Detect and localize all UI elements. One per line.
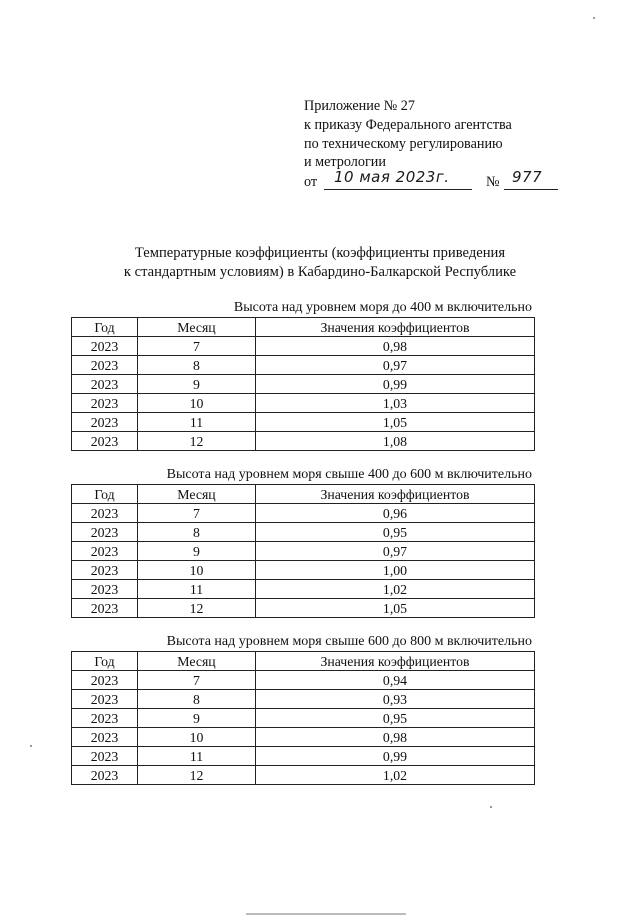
scan-edge-mark [246,913,406,915]
cell-year: 2023 [72,599,138,618]
cell-value: 1,08 [256,432,535,451]
header-value: Значения коэффициентов [256,652,535,671]
cell-year: 2023 [72,542,138,561]
cell-value: 0,95 [256,523,535,542]
cell-value: 0,98 [256,728,535,747]
table-row [72,523,535,542]
cell-year: 2023 [72,728,138,747]
handwritten-number: 977 [512,168,543,186]
coefficients-table [71,484,535,618]
table-row [72,504,535,523]
header-month: Месяц [138,318,256,337]
cell-value: 0,97 [256,542,535,561]
number-prefix: № [486,174,500,190]
cell-value: 1,00 [256,561,535,580]
table-row [72,394,535,413]
cell-month: 10 [138,394,256,413]
handwritten-date: 10 мая 2023г. [334,168,450,186]
section-caption: Высота над уровнем моря до 400 м включительно [233,300,532,315]
cell-year: 2023 [72,413,138,432]
table-row [72,747,535,766]
cell-month: 7 [138,337,256,356]
table-row [72,766,535,785]
coefficients-table [71,651,535,785]
table-row [72,671,535,690]
cell-year: 2023 [72,375,138,394]
table-row [72,709,535,728]
annex-header [304,97,564,172]
table-row [72,561,535,580]
cell-month: 9 [138,709,256,728]
number-underline [504,189,558,190]
table-header-row [72,652,535,671]
cell-month: 8 [138,523,256,542]
table-row [72,728,535,747]
table-row [72,580,535,599]
cell-month: 8 [138,356,256,375]
table-row [72,337,535,356]
section-caption: Высота над уровнем моря свыше 600 до 800 м включительно [166,634,532,649]
header-month: Месяц [138,485,256,504]
section-caption: Высота над уровнем моря свыше 400 до 600 м включительно [166,467,532,482]
cell-month: 11 [138,747,256,766]
table-row [72,542,535,561]
cell-month: 10 [138,728,256,747]
table-header-row [72,485,535,504]
cell-year: 2023 [72,504,138,523]
annex-line: по техническому регулированию [304,135,503,152]
scan-dot [490,806,492,808]
scan-dot [30,745,32,747]
cell-month: 7 [138,504,256,523]
cell-month: 9 [138,542,256,561]
order-date-number [304,168,554,194]
table-row [72,356,535,375]
cell-month: 8 [138,690,256,709]
scan-dot [593,17,595,19]
table-row [72,690,535,709]
annex-line: и метрологии [304,154,386,171]
cell-month: 12 [138,766,256,785]
table-header-row [72,318,535,337]
cell-value: 1,05 [256,599,535,618]
header-month: Месяц [138,652,256,671]
header-value: Значения коэффициентов [256,485,535,504]
cell-month: 9 [138,375,256,394]
document-title [60,244,580,281]
cell-year: 2023 [72,337,138,356]
title-line: Температурные коэффициенты (коэффициенты приведения [134,245,506,261]
cell-year: 2023 [72,766,138,785]
header-year: Год [72,318,138,337]
cell-month: 12 [138,432,256,451]
header-year: Год [72,652,138,671]
title-line: к стандартным условиям) в Кабардино-Балкарской Республике [123,263,517,280]
date-prefix: от [304,174,318,190]
cell-value: 0,93 [256,690,535,709]
cell-month: 11 [138,413,256,432]
cell-year: 2023 [72,709,138,728]
cell-year: 2023 [72,671,138,690]
table-row [72,413,535,432]
header-value: Значения коэффициентов [256,318,535,337]
cell-value: 0,98 [256,337,535,356]
coefficients-table [71,317,535,451]
cell-value: 1,03 [256,394,535,413]
cell-year: 2023 [72,561,138,580]
cell-value: 0,97 [256,356,535,375]
cell-value: 1,05 [256,413,535,432]
header-year: Год [72,485,138,504]
cell-month: 7 [138,671,256,690]
cell-value: 1,02 [256,580,535,599]
cell-year: 2023 [72,356,138,375]
cell-value: 0,96 [256,504,535,523]
cell-month: 10 [138,561,256,580]
cell-year: 2023 [72,432,138,451]
annex-line: Приложение № 27 [304,98,415,114]
cell-value: 0,95 [256,709,535,728]
cell-month: 12 [138,599,256,618]
table-row [72,432,535,451]
cell-value: 0,99 [256,747,535,766]
cell-value: 1,02 [256,766,535,785]
cell-year: 2023 [72,394,138,413]
cell-value: 0,99 [256,375,535,394]
table-row [72,375,535,394]
cell-year: 2023 [72,747,138,766]
cell-year: 2023 [72,580,138,599]
annex-line: к приказу Федерального агентства [304,116,512,133]
cell-value: 0,94 [256,671,535,690]
cell-year: 2023 [72,523,138,542]
date-underline [324,189,472,190]
cell-year: 2023 [72,690,138,709]
cell-month: 11 [138,580,256,599]
table-row [72,599,535,618]
